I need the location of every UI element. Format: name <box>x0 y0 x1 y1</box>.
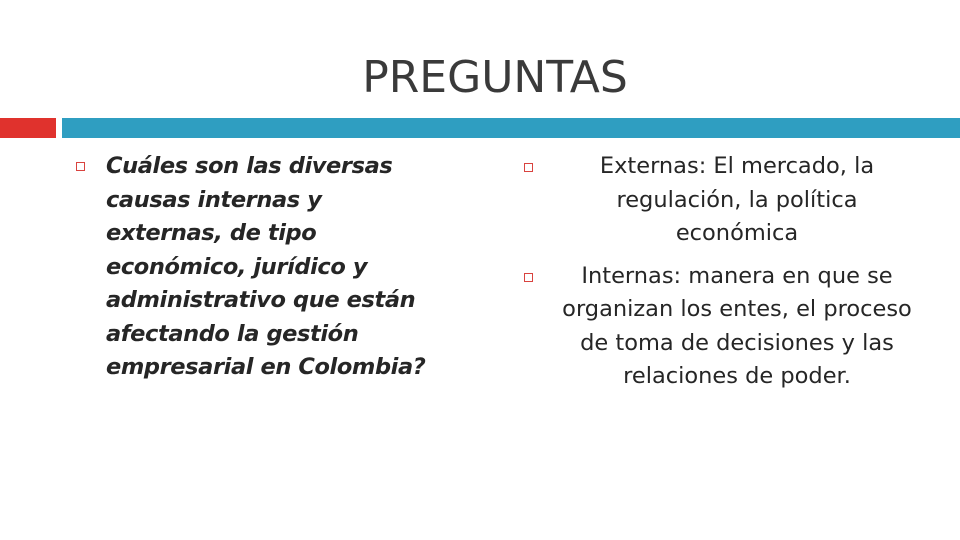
answer-item-external <box>520 150 920 251</box>
title-accent-red-bar <box>0 118 56 138</box>
answer-item-internal <box>520 260 920 394</box>
answer-text-internal: Internas: manera en que se organizan los entes, el proceso de toma de decisiones y las relaciones de poder. <box>562 262 912 389</box>
square-bullet-icon <box>76 162 85 171</box>
right-column <box>520 150 920 403</box>
answer-text-external: Externas: El mercado, la regulación, la política económica <box>599 153 875 246</box>
slide-title: PREGUNTAS <box>362 52 628 103</box>
question-text: Cuáles son las diversas causas internas y externas, de tipo económico, jurídico y administrativo que están afectando la gestión empresarial en Colombia? <box>106 153 426 380</box>
square-bullet-icon <box>524 163 533 172</box>
left-column <box>72 150 442 385</box>
square-bullet-icon <box>524 273 533 282</box>
title-accent-teal-bar <box>62 118 960 138</box>
question-item <box>72 150 442 385</box>
